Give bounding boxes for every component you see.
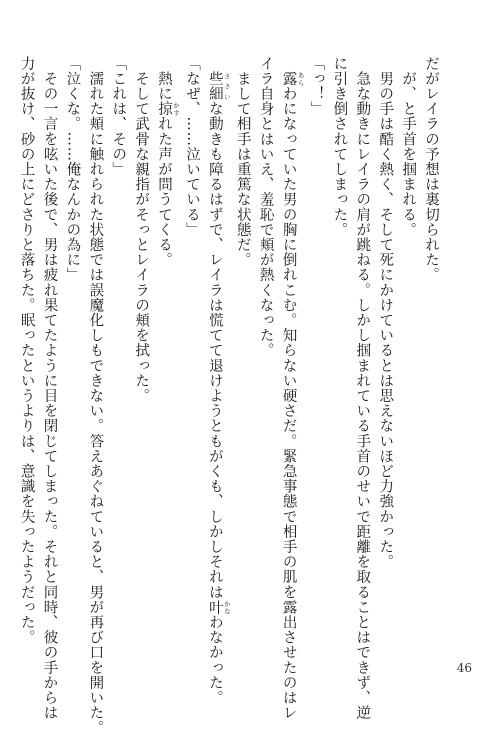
ruby-reading: ささい	[222, 71, 231, 102]
text-segment: 急な動きにレイラの肩が跳ねる。しかし掴まれている手首のせいで距離を取ることはできず、逆	[354, 56, 371, 721]
ruby-reading: かな	[222, 599, 231, 615]
ruby-base: 些細	[206, 71, 223, 102]
text-segment: な動きも障るはずで、レイラは慌てて退けようともがくも、しかしそれは	[206, 101, 223, 600]
text-segment: 力が抜け、砂の上にどさりと落ちた。眠ったというよりは、意識を失ったようだった。	[18, 56, 35, 645]
text-segment	[281, 56, 297, 71]
ruby-reading: かす	[172, 101, 181, 117]
ruby-annotation	[280, 71, 305, 87]
text-line	[373, 56, 396, 656]
text-segment: 熱に	[156, 56, 173, 102]
text-segment: イラ自身とはいえ、羞恥で頬が熱くなった。	[257, 56, 274, 358]
ruby-annotation	[206, 71, 231, 102]
text-line	[254, 56, 277, 656]
text-segment: れた声が問うてくる。	[156, 116, 173, 268]
text-line	[129, 56, 152, 656]
text-segment: だがレイラの予想は裏切られた。	[423, 56, 439, 283]
text-segment: わなかった。	[206, 614, 223, 706]
text-line	[396, 56, 419, 656]
ruby-base: 掠	[156, 101, 173, 117]
text-line	[350, 56, 373, 721]
ruby-annotation	[206, 599, 231, 615]
ruby-base: 露	[280, 71, 297, 87]
text-line	[38, 56, 61, 721]
text-segment: 「っ！」	[308, 56, 325, 117]
text-segment: まして相手は重篤な状態だ。	[234, 56, 251, 268]
text-line	[61, 56, 84, 656]
text-line	[152, 56, 180, 656]
text-line	[327, 56, 350, 656]
text-segment: が、と手首を掴まれる。	[400, 56, 417, 238]
text-segment: 「なぜ、……泣いている」	[183, 56, 200, 238]
text-line	[106, 56, 129, 656]
page-number: 46	[456, 661, 472, 675]
text-line	[419, 56, 442, 656]
text-segment: その一言を呟いた後で、男は疲れ果てたように目を閉じてしまった。それと同時、彼の手からは	[41, 56, 58, 721]
text-segment: そして武骨な親指がそっとレイラの頬を拭った。	[133, 56, 150, 404]
text-line	[305, 56, 328, 656]
text-line	[83, 56, 106, 736]
text-segment: 濡れた頬に触れられた状態では誤魔化しもできない。答えあぐねていると、男が再び口を開いた。	[87, 56, 104, 736]
text-line	[15, 56, 38, 656]
text-line	[277, 56, 305, 721]
text-segment: に引き倒されてしまった。	[331, 56, 348, 238]
ruby-annotation	[156, 101, 181, 117]
text-segment: 「泣くな。……俺なんかの為に」	[64, 56, 81, 283]
text-segment: 「これは、その」	[110, 56, 127, 177]
body-text	[15, 56, 442, 736]
ruby-base: 叶	[206, 599, 223, 615]
text-segment: 男の手は酷く熱く、そして死にかけているとは思えないほど力強かった。	[377, 56, 394, 570]
ruby-reading: あら	[296, 71, 305, 87]
text-segment: わになっていた男の胸に倒れこむ。知らない硬さだ。緊急事態で相手の肌を露出させたのはレ	[280, 86, 297, 721]
text-line	[203, 56, 231, 706]
text-segment	[207, 56, 223, 71]
text-line	[231, 56, 254, 656]
text-line	[180, 56, 203, 656]
